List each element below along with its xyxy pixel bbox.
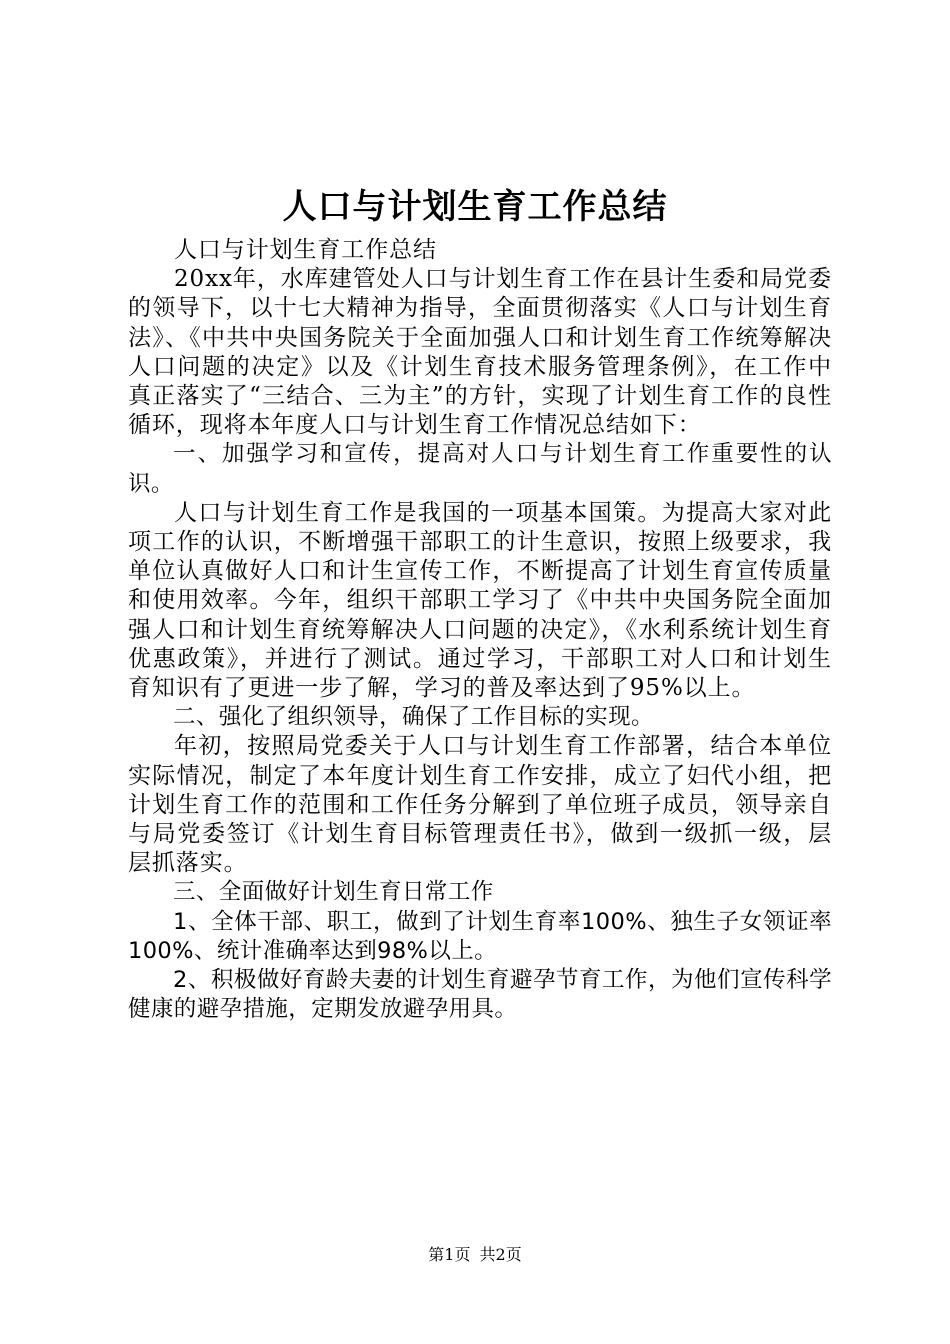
page-total: 共2页 [479, 1245, 522, 1264]
document-title: 人口与计划生育工作总结 [282, 187, 668, 227]
section-heading-1: 一、加强学习和宣传，提高对人口与计划生育工作重要性的认识。 [128, 441, 832, 497]
paragraph-intro: 20xx年，水库建管处人口与计划生育工作在县计生委和局党委的领导下，以十七大精神为指导，全面贯彻落实《人口与计划生育法》、《中共中央国务院关于全面加强人口和计划生育工作统筹解决人口问题的决定》以及《计划生育技术服务管理条例》，在工作中真正落实了“三结合、三为主”的方针，实现了计划生育工作的良性循环，现将本年度人口与计划生育工作情况总结如下： [128, 266, 832, 439]
section-heading-3: 三、全面做好计划生育日常工作 [173, 879, 494, 906]
page-footer [0, 1244, 950, 1266]
list-item-2: 2、积极做好育龄夫妻的计划生育避孕节育工作，为他们宣传科学健康的避孕措施，定期发放避孕用具。 [128, 967, 832, 1023]
paragraph-section-2: 年初，按照局党委关于人口与计划生育工作部署，结合本单位实际情况，制定了本年度计划生育工作安排，成立了妇代小组，把计划生育工作的范围和工作任务分解到了单位班子成员，领导亲自与局党委签订《计划生育目标管理责任书》，做到一级抓一级，层层抓落实。 [128, 733, 832, 877]
document-body [128, 236, 832, 1024]
page-number: 第1页 [428, 1245, 471, 1264]
paragraph-subtitle: 人口与计划生育工作总结 [174, 237, 437, 263]
paragraph-section-1: 人口与计划生育工作是我国的一项基本国策。为提高大家对此项工作的认识，不断增强干部职工的计生意识，按照上级要求，我单位认真做好人口和计生宣传工作，不断提高了计划生育宣传质量和使用效率。今年，组织干部职工学习了《中共中央国务院全面加强人口和计划生育统筹解决人口问题的决定》，《水利系统计划生育优惠政策》，并进行了测试。通过学习，干部职工对人口和计划生育知识有了更进一步了解，学习的普及率达到了95%以上。 [128, 499, 832, 702]
section-heading-2: 二、强化了组织领导，确保了工作目标的实现。 [173, 704, 654, 731]
list-item-1: 1、全体干部、职工，做到了计划生育率100%、独生子女领证率100%、统计准确率达到98%以上。 [128, 908, 832, 964]
